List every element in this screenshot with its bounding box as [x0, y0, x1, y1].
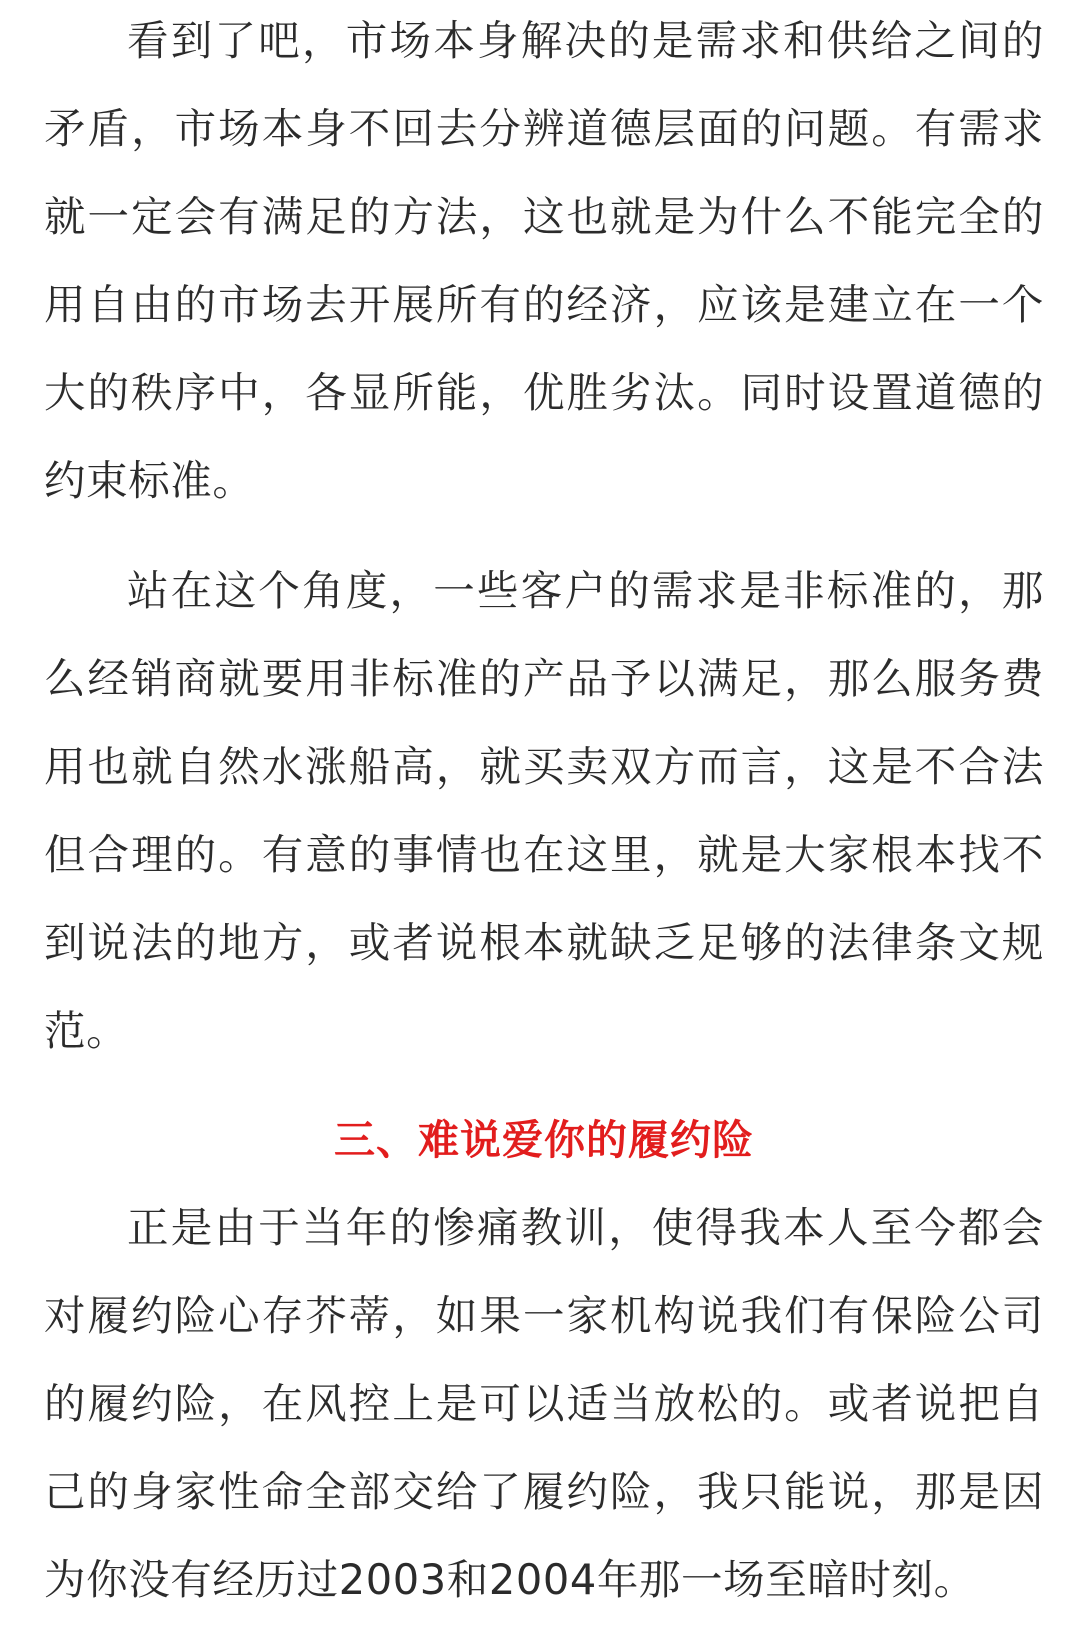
paragraph-non-standard-demand: 站在这个角度，一些客户的需求是非标准的，那么经销商就要用非标准的产品予以满足，那么服务费用也就自然水涨船高，就买卖双方而言，这是不合法但合理的。有意的事情也在这里，就是大家根本找不到说法的地方，或者说根本就缺乏足够的法律条文规范。 — [44, 566, 1044, 1055]
paragraph-market-contradiction: 看到了吧，市场本身解决的是需求和供给之间的矛盾，市场本身不回去分辨道德层面的问题。有需求就一定会有满足的方法，这也就是为什么不能完全的用自由的市场去开展所有的经济，应该是建立在一个大的秩序中，各显所能，优胜劣汰。同时设置道德的约束标准。 — [44, 16, 1044, 505]
paragraph-performance-insurance: 正是由于当年的惨痛教训，使得我本人至今都会对履约险心存芥蒂，如果一家机构说我们有保险公司的履约险，在风控上是可以适当放松的。或者说把自己的身家性命全部交给了履约险，我只能说，那是因为你没有经历过2003和2004年那一场至暗时刻。 — [44, 1203, 1044, 1604]
section-heading: 三、难说爱你的履约险 — [334, 1116, 754, 1164]
